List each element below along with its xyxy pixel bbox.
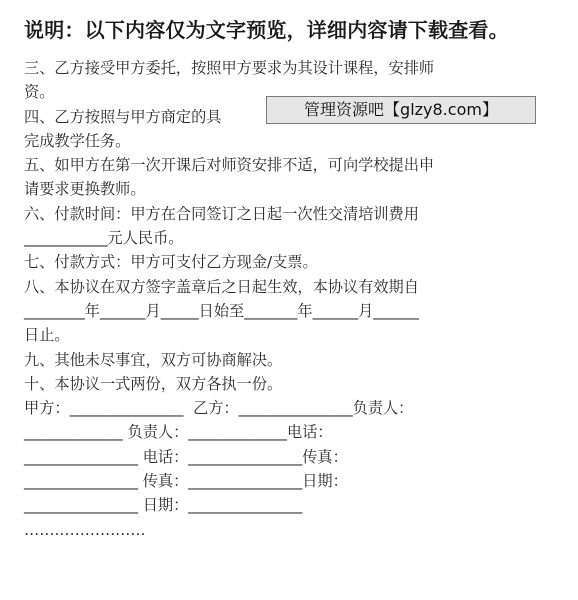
signature-line-1: 甲方：_______________ 乙方：_______________负责人： — [24, 399, 414, 418]
clause-3-line-1: 三、乙方接受甲方委托，按照甲方要求为其设计课程，安排师 — [24, 59, 435, 77]
signature-line-3: _______________ 电话：_______________传真： — [24, 447, 348, 466]
clause-6-line-2: ___________元人民币。 — [24, 229, 184, 248]
signature-line-5: _______________ 日期：_______________ — [24, 496, 303, 515]
clause-10-line: 十、本协议一式两份，双方各执一份。 — [24, 374, 283, 393]
clause-9-line: 九、其他未尽事宜，双方可协商解决。 — [24, 350, 283, 369]
ellipsis-line: …………………… — [24, 520, 146, 539]
clause-8-line-2: ________年______月_____日始至_______年______月______ — [24, 301, 419, 320]
clause-6-line-1: 六、付款时间：甲方在合同签订之日起一次性交清培训费用 — [24, 204, 419, 223]
clause-4-line-2: 完成教学任务。 — [24, 131, 131, 150]
clause-8-line-3: 日止。 — [24, 326, 70, 345]
clause-3-line-2: 资。 — [24, 83, 55, 102]
clause-8-line-1: 八、本协议在双方签字盖章后之日起生效，本协议有效期自 — [24, 277, 419, 296]
preview-notice: 说明：以下内容仅为文字预览，详细内容请下载查看。 — [24, 18, 509, 42]
clause-7-line: 七、付款方式：甲方可支付乙方现金/支票。 — [24, 253, 318, 272]
contract-body — [24, 56, 544, 542]
clause-5-line-1: 五、如甲方在第一次开课后对师资安排不适，可向学校提出申 — [24, 156, 435, 175]
site-watermark-banner: 管理资源吧【glzy8.com】 — [266, 96, 536, 124]
clause-5-line-2: 请要求更换教师。 — [24, 180, 146, 199]
signature-line-2: _____________ 负责人：_____________电话： — [24, 423, 333, 442]
signature-line-4: _______________ 传真：_______________日期： — [24, 472, 348, 491]
clause-4-line-1: 四、乙方按照与甲方商定的具 — [24, 107, 222, 126]
